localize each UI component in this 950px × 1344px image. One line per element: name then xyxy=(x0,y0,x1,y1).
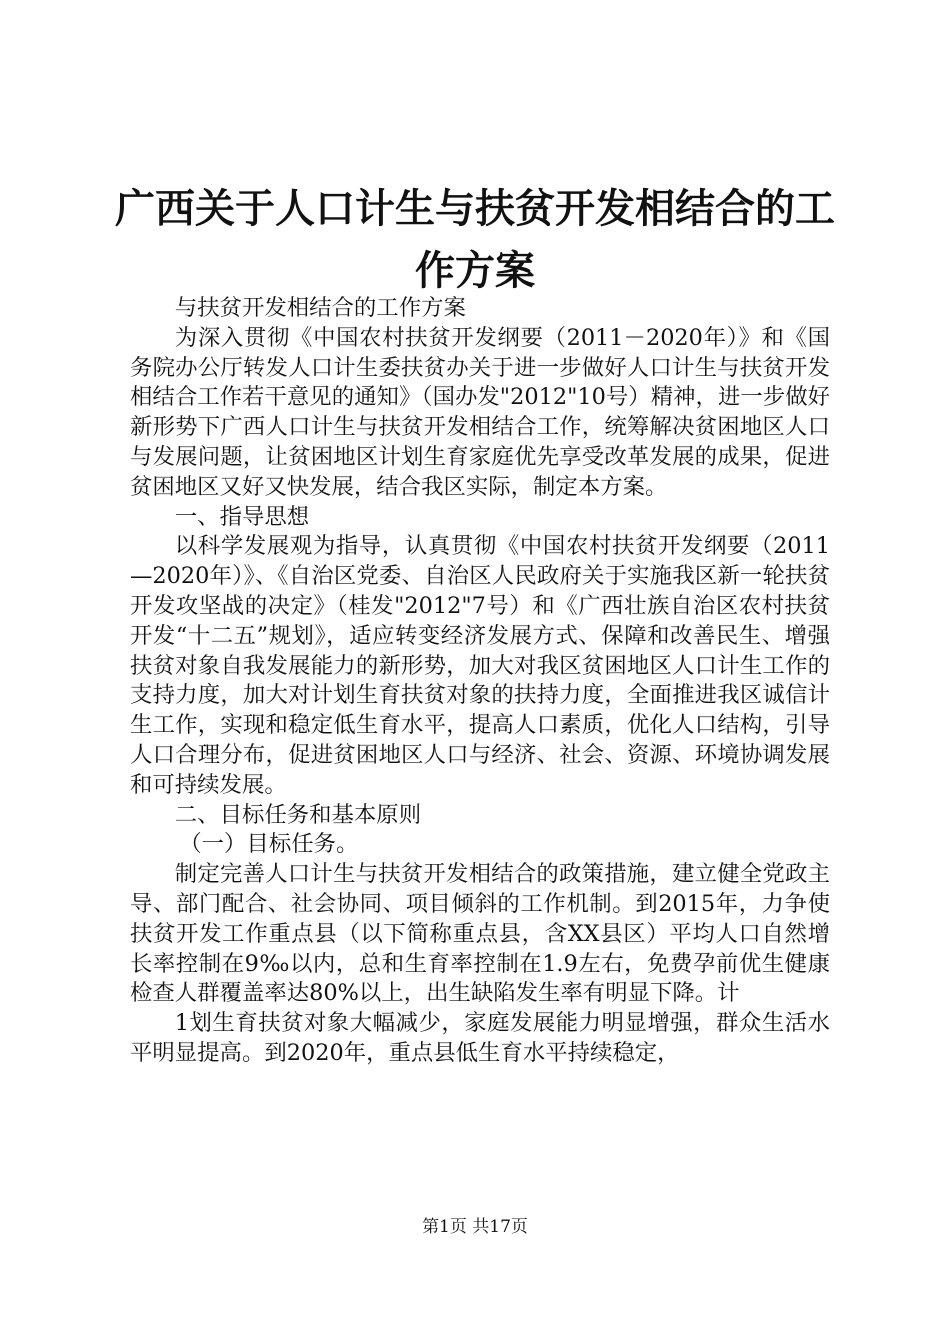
subtitle-paragraph: 与扶贫开发相结合的工作方案 xyxy=(174,295,466,321)
page-number: 第1页 共17页 xyxy=(422,1217,528,1237)
document-body xyxy=(130,294,830,1069)
section-heading-guiding-ideology: 一、指导思想 xyxy=(174,503,310,530)
intro-paragraph: 为深入贯彻《中国农村扶贫开发纲要（2011－2020年）》和《国务院办公厅转发人口计生委扶贫办关于进一步做好人口计生与扶贫开发相结合工作若干意见的通知》（国办发"2012"10号）精神，进一步做好新形势下广西人口计生与扶贫开发相结合工作，统筹解决贫困地区人口与发展问题，让贫困地区计划生育家庭优先享受改革发展的成果，促进贫困地区又好又快发展，结合我区实际，制定本方案。 xyxy=(130,324,830,500)
guiding-ideology-paragraph: 以科学发展观为指导，认真贯彻《中国农村扶贫开发纲要（2011—2020年）》、《自治区党委、自治区人民政府关于实施我区新一轮扶贫开发攻坚战的决定》（桂发"2012"7号）和《广西壮族自治区农村扶贫开发“十二五”规划》，适应转变经济发展方式、保障和改善民生、增强扶贫对象自我发展能力的新形势，加大对我区贫困地区人口计生工作的支持力度，加大对计划生育扶贫对象的扶持力度，全面推进我区诚信计生工作，实现和稳定低生育水平，提高人口素质，优化人口结构，引导人口合理分布，促进贫困地区人口与经济、社会、资源、环境协调发展和可持续发展。 xyxy=(130,533,830,798)
section-heading-goals-principles: 二、目标任务和基本原则 xyxy=(174,801,422,828)
subsection-heading-goals: （一）目标任务。 xyxy=(179,831,359,858)
document-title: 广西关于人口计生与扶贫开发相结合的工作方案 xyxy=(115,186,835,294)
goals-continued-paragraph: 1划生育扶贫对象大幅减少，家庭发展能力明显增强，群众生活水平明显提高。到2020年，重点县低生育水平持续稳定， xyxy=(130,1010,830,1066)
goals-paragraph: 制定完善人口计生与扶贫开发相结合的政策措施，建立健全党政主导、部门配合、社会协同、项目倾斜的工作机制。到2015年，力争使扶贫开发工作重点县（以下简称重点县，含XX县区）平均人口自然增长率控制在9‰以内，总和生育率控制在1.9左右，免费孕前优生健康检查人群覆盖率达80%以上，出生缺陷发生率有明显下降。计 xyxy=(130,861,830,1007)
